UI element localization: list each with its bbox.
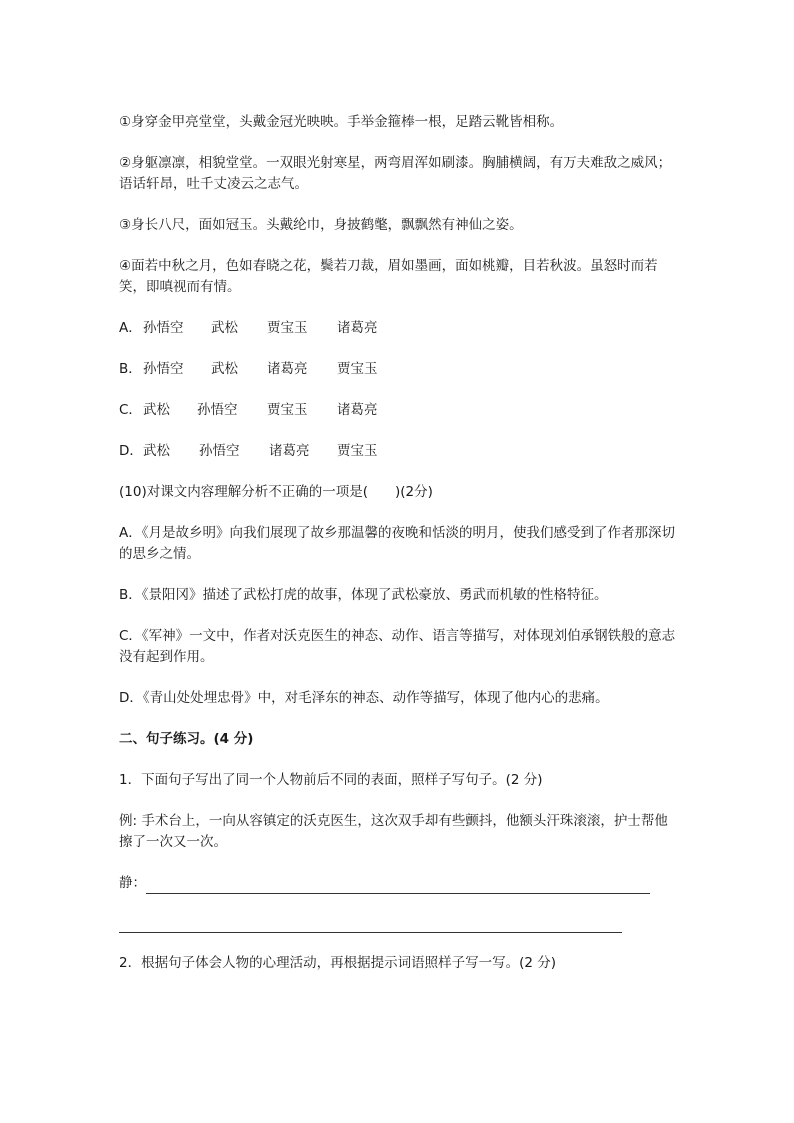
q10-option-a: A．《月是故乡明》向我们展现了故乡那温馨的夜晚和恬淡的明月，使我们感受到了作者那深切的思乡之情。 [119,525,675,562]
option-item: 武松 [143,443,170,459]
answer-line-1 [119,873,679,894]
answer-blank[interactable] [146,879,650,894]
section-title: 二、句子练习。(4 分) [119,731,254,747]
option-item: 诸葛亮 [337,402,378,418]
q1-example: 例: 手术台上，一向从容镇定的沃克医生，这次双手却有些颤抖，他额头汗珠滚滚，护士帮他擦了一次又一次。 [119,813,668,850]
answer-line-2 [119,918,679,933]
q1-stem: 1．下面句子写出了同一个人物前后不同的表面，照样子写句子。(2 分) [119,772,543,788]
option-item: 武松 [143,402,170,418]
q10-stem: (10)对课文内容理解分析不正确的一项是( )(2分) [119,484,433,500]
option-item: 贾宝玉 [337,443,378,459]
option-item: 贾宝玉 [337,361,378,377]
description-3: ③身长八尺，面如冠玉。头戴纶巾，身披鹤氅，飘飘然有神仙之姿。 [119,217,523,233]
answer-blank[interactable] [119,918,622,933]
description-2: ②身躯凛凛，相貌堂堂。一双眼光射寒星，两弯眉浑如刷漆。胸脯横阔，有万夫难敌之威风；语话轩昂，吐千丈凌云之志气。 [119,155,672,192]
q9-option-b [119,359,679,380]
option-item: 孙悟空 [143,361,184,377]
q9-option-d [119,441,679,462]
description-1: ①身穿金甲亮堂堂，头戴金冠光映映。手举金箍棒一根，足踏云靴皆相称。 [119,114,564,130]
q9-option-c [119,400,679,421]
q9-option-a [119,318,679,339]
fill-label: 静： [119,875,146,891]
option-label: D． [119,443,143,459]
worksheet-page [119,112,679,974]
option-item: 孙悟空 [197,402,238,418]
option-item: 贾宝玉 [267,402,308,418]
q10-option-d: D．《青山处处埋忠骨》中，对毛泽东的神态、动作等描写，体现了他内心的悲痛。 [119,690,609,706]
option-label: B． [119,361,142,377]
option-item: 武松 [211,361,238,377]
description-4: ④面若中秋之月，色如春晓之花，鬓若刀裁，眉如墨画，面如桃瓣，目若秋波。虽怒时而若笑，即嗔视而有情。 [119,258,658,295]
option-item: 贾宝玉 [267,320,308,336]
option-item: 诸葛亮 [269,443,310,459]
option-item: 诸葛亮 [267,361,308,377]
option-item: 孙悟空 [143,320,184,336]
option-item: 武松 [211,320,238,336]
q10-option-c: C．《军神》一文中，作者对沃克医生的神态、动作、语言等描写，对体现刘伯承钢铁般的意志没有起到作用。 [119,628,676,665]
option-item: 诸葛亮 [337,320,378,336]
option-label: A． [119,320,142,336]
option-label: C． [119,402,142,418]
q2-stem: 2．根据句子体会人物的心理活动，再根据提示词语照样子写一写。(2 分) [119,955,557,971]
q10-option-b: B．《景阳冈》描述了武松打虎的故事，体现了武松豪放、勇武而机敏的性格特征。 [119,587,608,603]
option-item: 孙悟空 [199,443,240,459]
